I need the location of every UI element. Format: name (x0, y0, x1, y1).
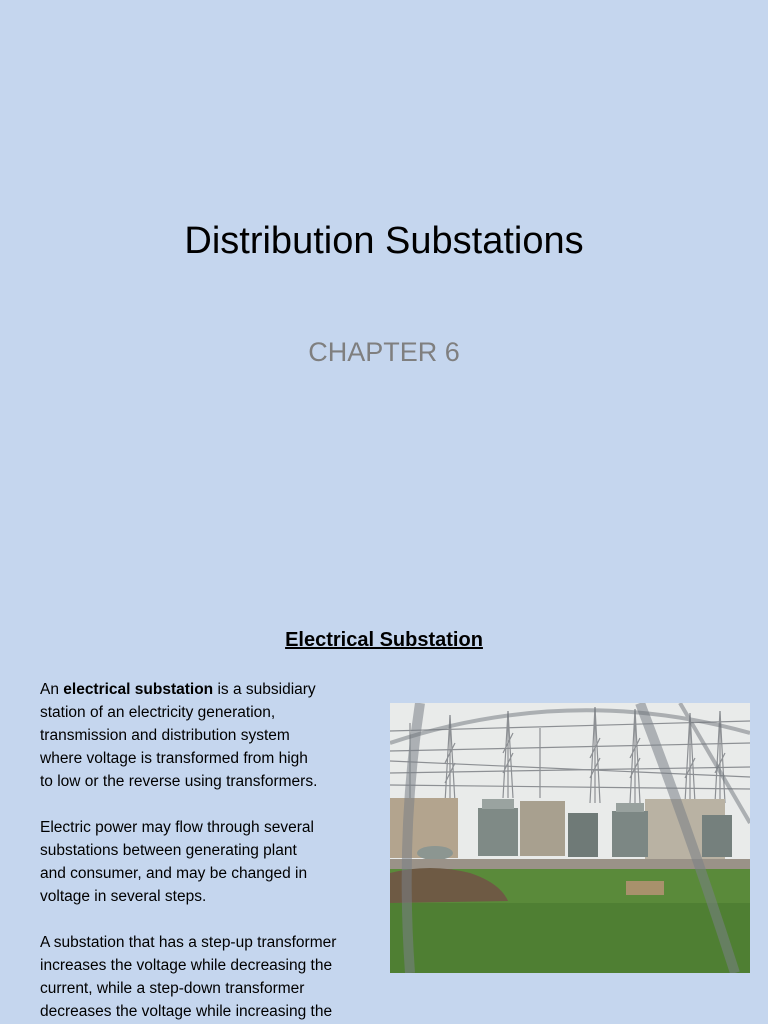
slide-subtitle: CHAPTER 6 (308, 337, 460, 367)
paragraph-transformers: A substation that has a step-up transformer increases the voltage while decreasing the current, while a step-down transformer decreases the voltage while increasing the (40, 934, 337, 1020)
body-text (40, 678, 385, 1024)
bold-term: electrical substation (63, 681, 214, 698)
substation-photo (390, 703, 750, 973)
paragraph-definition (40, 678, 385, 793)
paragraph-rest: is a subsidiary station of an electricity generation, transmission and distribution system where voltage is transformed from high to low or the reverse using transformers. (40, 681, 318, 790)
content-slide (0, 576, 768, 1024)
paragraph-power-flow: Electric power may flow through several substations between generating plant and consumer, and may be changed in voltage in several steps. (40, 819, 314, 905)
paragraph-prefix: An (40, 681, 64, 698)
slide-title: Distribution Substations (184, 220, 584, 262)
slide-heading: Electrical Substation (285, 629, 483, 651)
